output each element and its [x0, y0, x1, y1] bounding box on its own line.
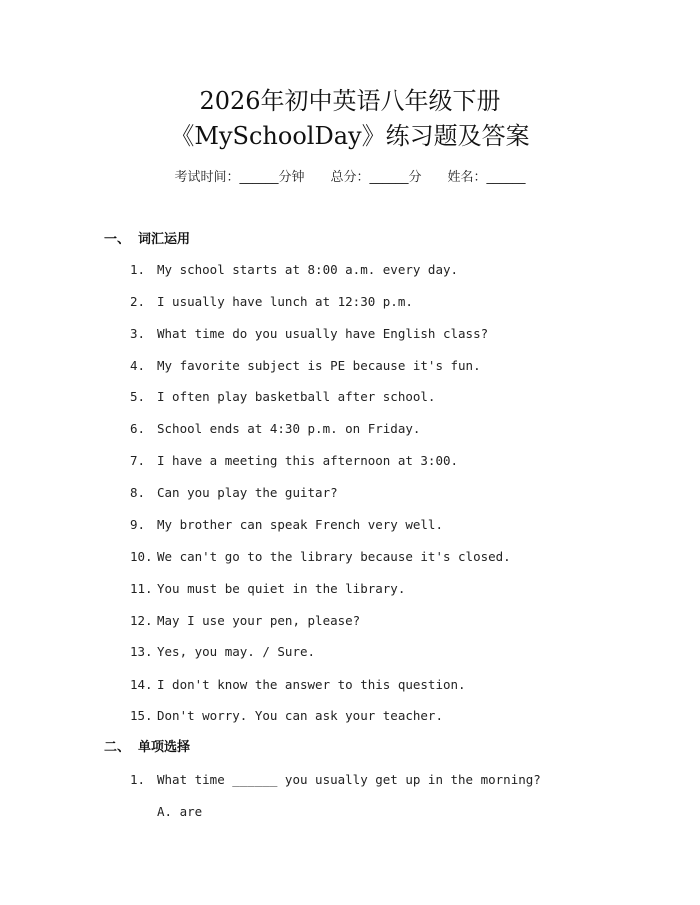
question-number: 1.	[130, 262, 146, 277]
question-number: 9.	[130, 517, 146, 532]
question-text: Can you play the guitar?	[157, 485, 338, 500]
question-item	[130, 324, 488, 344]
question-text: We can't go to the library because it's closed.	[157, 549, 511, 564]
document-title-line1: 2026年初中英语八年级下册	[199, 87, 501, 115]
question-number: 15.	[130, 708, 153, 723]
section-heading-multiple-choice	[104, 738, 190, 758]
question-number: 4.	[130, 358, 146, 373]
question-number: 2.	[130, 294, 146, 309]
question-number: 12.	[130, 613, 153, 628]
question-item	[130, 770, 541, 790]
question-item	[130, 675, 466, 695]
section-number: 一、	[104, 232, 131, 247]
question-number: 3.	[130, 326, 146, 341]
question-text: May I use your pen, please?	[157, 613, 361, 628]
document-title-line2: 《MySchoolDay》练习题及答案	[170, 122, 530, 150]
question-text: Don't worry. You can ask your teacher.	[157, 708, 443, 723]
question-item	[130, 292, 413, 312]
question-text: School ends at 4:30 p.m. on Friday.	[157, 421, 421, 436]
question-text: You must be quiet in the library.	[157, 581, 406, 596]
answer-option: A. are	[157, 804, 203, 819]
exam-meta	[0, 168, 700, 188]
question-item	[130, 387, 435, 407]
question-number: 7.	[130, 453, 146, 468]
question-text: What time ______ you usually get up in the morning?	[157, 772, 541, 787]
question-number: 10.	[130, 549, 153, 564]
question-text: Yes, you may. / Sure.	[157, 644, 316, 659]
question-item	[130, 515, 443, 535]
question-text: My favorite subject is PE because it's fun.	[157, 358, 481, 373]
question-item	[130, 611, 360, 631]
section-title: 单项选择	[138, 740, 191, 755]
question-text: I have a meeting this afternoon at 3:00.	[157, 453, 459, 468]
question-item	[130, 547, 511, 567]
section-title: 词汇运用	[138, 232, 191, 247]
question-text: I often play basketball after school.	[157, 389, 436, 404]
question-item	[130, 260, 458, 280]
question-number: 8.	[130, 485, 146, 500]
question-item	[130, 579, 405, 599]
question-number: 14.	[130, 677, 153, 692]
question-number: 1.	[130, 772, 146, 787]
question-text: I don't know the answer to this question.	[157, 677, 466, 692]
question-text: My school starts at 8:00 a.m. every day.	[157, 262, 459, 277]
question-number: 13.	[130, 644, 153, 659]
section-heading-vocabulary	[104, 230, 190, 250]
exam-time-field: 考试时间：______分钟	[174, 170, 305, 185]
question-number: 11.	[130, 581, 153, 596]
question-item	[130, 642, 315, 662]
question-text: My brother can speak French very well.	[157, 517, 443, 532]
question-text: What time do you usually have English class?	[157, 326, 489, 341]
total-score-field: 总分：______分	[330, 170, 422, 185]
question-number: 6.	[130, 421, 146, 436]
student-name-field: 姓名：______	[447, 170, 526, 185]
question-item	[130, 483, 338, 503]
question-item	[130, 356, 481, 376]
question-number: 5.	[130, 389, 146, 404]
section-number: 二、	[104, 740, 131, 755]
question-item	[130, 451, 458, 471]
question-text: I usually have lunch at 12:30 p.m.	[157, 294, 413, 309]
question-item	[130, 419, 420, 439]
question-item	[130, 706, 443, 726]
